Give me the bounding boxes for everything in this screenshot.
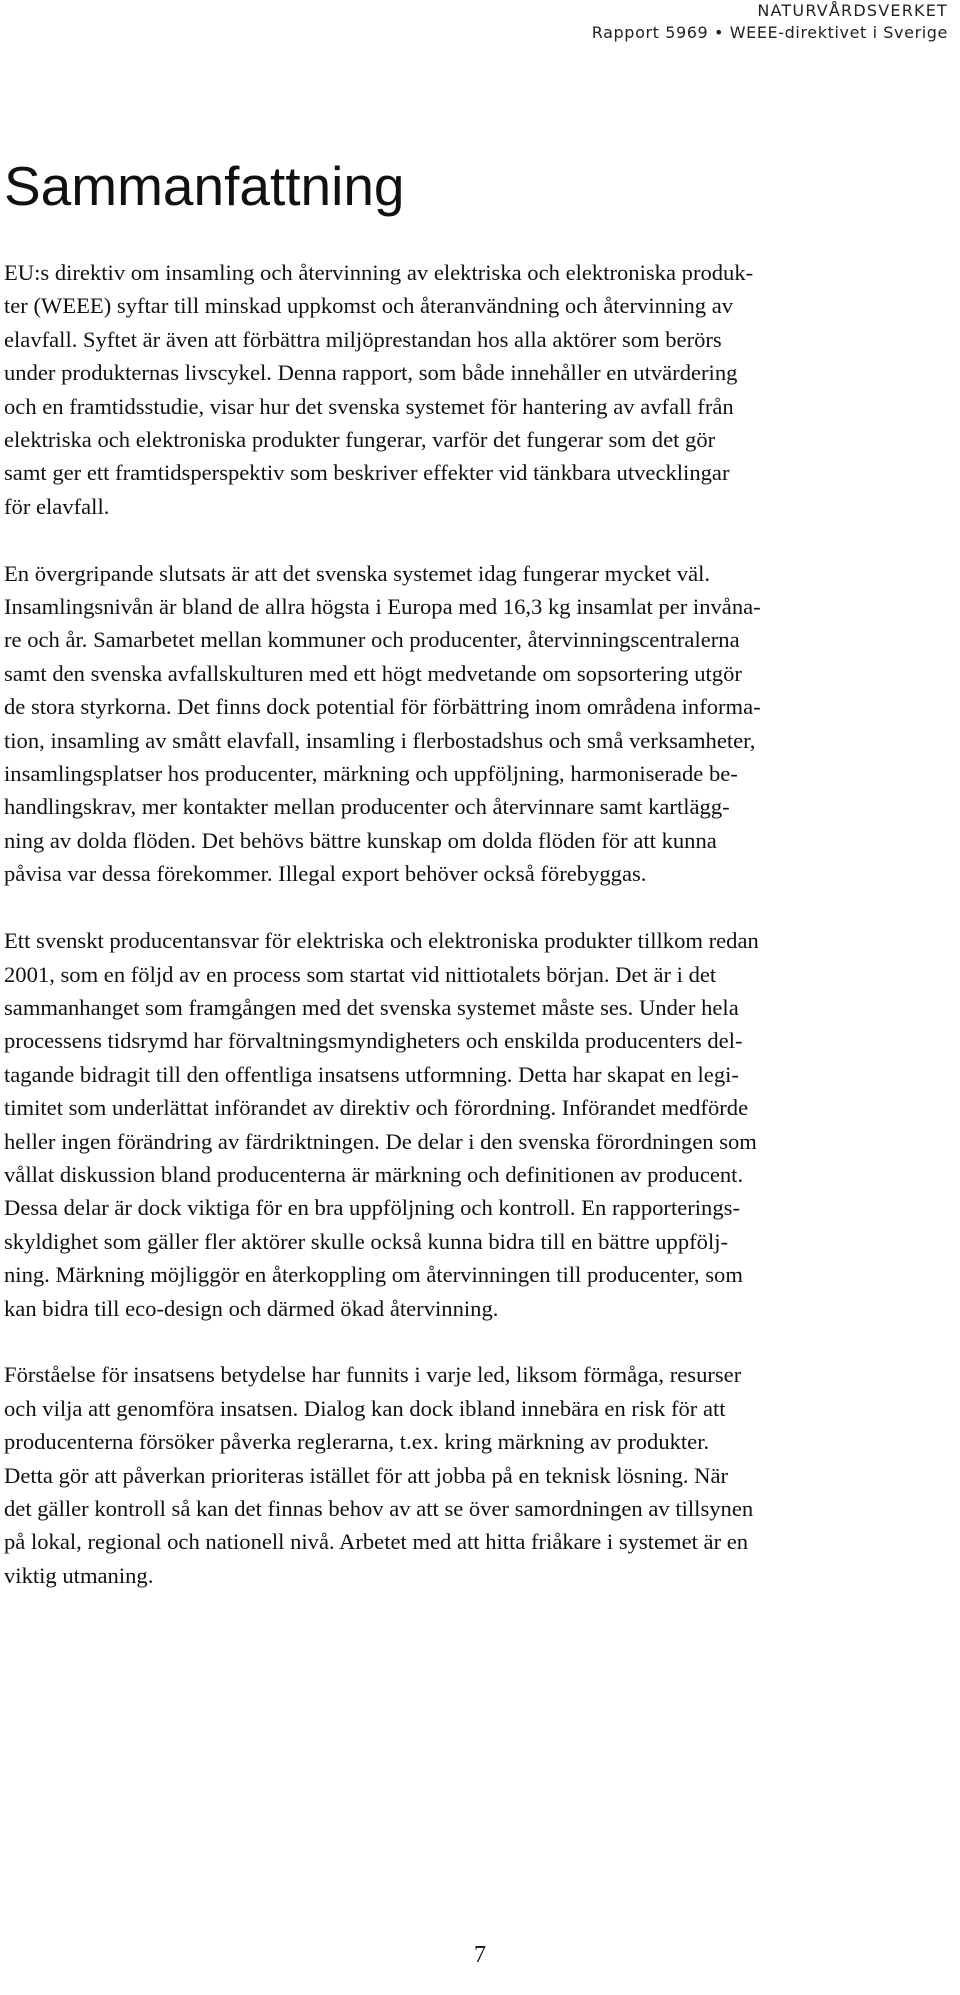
text-line: skyldighet som gäller fler aktörer skulle också kunna bidra till en bättre uppfölj- <box>4 1228 729 1254</box>
text-line: samt ger ett framtidsperspektiv som beskriver effekter vid tänkbara utvecklingar <box>4 460 730 486</box>
text-line: viktig utmaning. <box>4 1562 154 1588</box>
text-line: Detta gör att påverkan prioriteras istället för att jobba på en teknisk lösning. När <box>4 1462 729 1488</box>
paragraph <box>4 924 960 1325</box>
text-line: tagande bidragit till den offentliga insatsens utformning. Detta har skapat en legi- <box>4 1061 739 1087</box>
paragraph <box>4 256 960 523</box>
text-line: Förståelse för insatsens betydelse har funnits i varje led, liksom förmåga, resurser <box>4 1362 742 1388</box>
paragraph <box>4 557 960 891</box>
text-line: 2001, som en följd av en process som startat vid nittiotalets början. Det är i det <box>4 961 717 987</box>
text-line: Dessa delar är dock viktiga för en bra uppföljning och kontroll. En rapporterings- <box>4 1195 740 1221</box>
text-line: kan bidra till eco-design och därmed ökad återvinning. <box>4 1295 499 1321</box>
text-line: sammanhanget som framgången med det svenska systemet måste ses. Under hela <box>4 994 739 1020</box>
text-line: påvisa var dessa förekommer. Illegal export behöver också förebyggas. <box>4 861 647 887</box>
text-line: ning. Märkning möjliggör en återkoppling om återvinningen till producenter, som <box>4 1262 743 1288</box>
text-line: vållat diskussion bland producenterna är märkning och definitionen av producent. <box>4 1161 744 1187</box>
text-line: på lokal, regional och nationell nivå. Arbetet med att hitta friåkare i systemet är en <box>4 1529 749 1555</box>
text-line: ter (WEEE) syftar till minskad uppkomst och återanvändning och återvinning av <box>4 293 734 319</box>
text-line: och en framtidsstudie, visar hur det svenska systemet för hantering av avfall från <box>4 393 734 419</box>
text-line: re och år. Samarbetet mellan kommuner och producenter, återvinningscentralerna <box>4 627 740 653</box>
header-organization: NATURVÅRDSVERKET <box>757 1 948 20</box>
text-line: de stora styrkorna. Det finns dock potential för förbättring inom områdena informa- <box>4 694 761 720</box>
running-header <box>592 0 948 44</box>
text-line: elavfall. Syftet är även att förbättra miljöprestandan hos alla aktörer som berörs <box>4 326 722 352</box>
text-line: EU:s direktiv om insamling och återvinning av elektriska och elektroniska produk- <box>4 260 754 285</box>
page-title: Sammanfattning <box>4 155 405 217</box>
text-line: Insamlingsnivån är bland de allra högsta i Europa med 16,3 kg insamlat per invåna- <box>4 594 761 620</box>
text-line: insamlingsplatser hos producenter, märkning och uppföljning, harmoniserade be- <box>4 761 738 787</box>
text-line: heller ingen förändring av färdriktningen. De delar i den svenska förordningen som <box>4 1128 757 1154</box>
text-line: handlingskrav, mer kontakter mellan producenter och återvinnare samt kartlägg- <box>4 794 730 820</box>
paragraph <box>4 1358 960 1592</box>
text-line: producenterna försöker påverka reglerarna, t.ex. kring märkning av produkter. <box>4 1429 710 1455</box>
text-line: under produkternas livscykel. Denna rapport, som både innehåller en utvärdering <box>4 360 738 386</box>
text-line: det gäller kontroll så kan det finnas behov av att se över samordningen av tillsynen <box>4 1495 754 1521</box>
text-line: timitet som underlättat införandet av direktiv och förordning. Införandet medförde <box>4 1095 749 1121</box>
text-line: elektriska och elektroniska produkter fungerar, varför det fungerar som det gör <box>4 427 716 453</box>
page-number: 7 <box>474 1942 486 1968</box>
text-line: tion, insamling av smått elavfall, insamling i flerbostadshus och små verksamheter, <box>4 727 756 753</box>
text-line: Ett svenskt producentansvar för elektriska och elektroniska produkter tillkom redan <box>4 928 759 954</box>
text-line: samt den svenska avfallskulturen med ett högt medvetande om sopsortering utgör <box>4 660 742 686</box>
text-line: ning av dolda flöden. Det behövs bättre kunskap om dolda flöden för att kunna <box>4 827 717 853</box>
text-line: En övergripande slutsats är att det svenska systemet idag fungerar mycket väl. <box>4 560 711 586</box>
text-line: för elavfall. <box>4 493 110 519</box>
header-report-title: Rapport 5969 • WEEE-direktivet i Sverige <box>591 23 948 42</box>
body-text <box>4 256 960 1626</box>
text-line: och vilja att genomföra insatsen. Dialog kan dock ibland innebära en risk för att <box>4 1395 726 1421</box>
text-line: processens tidsrymd har förvaltningsmyndigheters och enskilda producenters del- <box>4 1028 743 1054</box>
